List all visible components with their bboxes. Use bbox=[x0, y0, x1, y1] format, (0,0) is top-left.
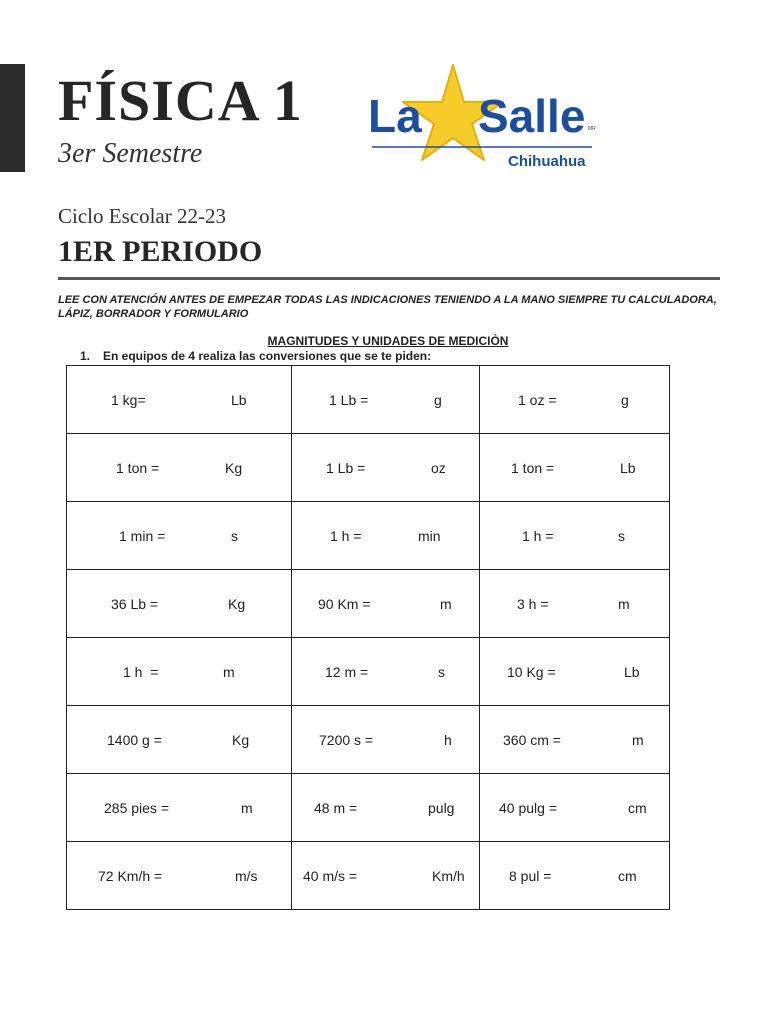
conversion-expression: 360 cm = bbox=[503, 731, 561, 748]
conversion-cell bbox=[292, 842, 480, 910]
table-row bbox=[67, 570, 670, 638]
conversion-cell bbox=[292, 502, 480, 570]
conversion-expression: 1 Lb = bbox=[329, 391, 369, 408]
conversion-cell bbox=[67, 842, 292, 910]
target-unit: h bbox=[444, 731, 452, 748]
conversion-expression: 36 Lb = bbox=[111, 595, 159, 612]
conversion-cell bbox=[480, 570, 670, 638]
period-heading: 1ER PERIODO bbox=[58, 235, 263, 268]
table-row bbox=[67, 706, 670, 774]
conversion-cell bbox=[67, 434, 292, 502]
target-unit: oz bbox=[431, 459, 446, 476]
target-unit: Kg bbox=[232, 731, 250, 748]
task-number: 1. bbox=[80, 349, 91, 363]
table-row bbox=[67, 842, 670, 910]
target-unit: Km/h bbox=[432, 867, 465, 884]
conversion-expression: 3 h = bbox=[517, 595, 549, 612]
table-row bbox=[67, 434, 670, 502]
conversion-cell bbox=[67, 502, 292, 570]
instructions-text: LEE CON ATENCIÓN ANTES DE EMPEZAR TODAS LAS INDICACIONES TENIENDO A LA MANO SIEMPRE TU CALCULADORA, LÁPIZ, BORRADOR Y FORMULARIO bbox=[58, 294, 717, 320]
conversion-cell bbox=[480, 434, 670, 502]
target-unit: m bbox=[618, 595, 630, 612]
conversion-cell bbox=[292, 434, 480, 502]
conversion-expression: 1 Lb = bbox=[326, 459, 366, 476]
conversion-expression: 10 Kg = bbox=[507, 663, 556, 680]
conversion-expression: 1400 g = bbox=[107, 731, 162, 748]
conversion-expression: 8 pul = bbox=[509, 867, 552, 884]
conversion-cell bbox=[67, 706, 292, 774]
conversion-expression: 12 m = bbox=[325, 663, 369, 680]
conversion-table bbox=[66, 365, 670, 910]
target-unit: s bbox=[438, 663, 445, 680]
conversion-expression: 1 h = bbox=[330, 527, 362, 544]
conversion-cell bbox=[67, 366, 292, 434]
logo-word-left: La bbox=[368, 90, 422, 142]
logo-registered-mark: MR bbox=[588, 126, 596, 132]
target-unit: Kg bbox=[225, 459, 243, 476]
conversion-cell bbox=[67, 570, 292, 638]
conversion-cell bbox=[292, 706, 480, 774]
conversion-cell bbox=[292, 774, 480, 842]
target-unit: m bbox=[632, 731, 644, 748]
side-accent-bar bbox=[0, 64, 25, 172]
conversion-expression: 1 ton = bbox=[116, 459, 160, 476]
conversion-cell bbox=[67, 638, 292, 706]
section-title: MAGNITUDES Y UNIDADES DE MEDICIÒN bbox=[267, 334, 509, 348]
target-unit: min bbox=[418, 527, 441, 544]
conversion-expression: 1 min = bbox=[119, 527, 166, 544]
table-row bbox=[67, 638, 670, 706]
target-unit: Kg bbox=[228, 595, 246, 612]
conversion-cell bbox=[292, 570, 480, 638]
target-unit: m bbox=[241, 799, 253, 816]
header-divider bbox=[58, 277, 720, 280]
target-unit: Lb bbox=[624, 663, 640, 680]
page-title: FÍSICA 1 bbox=[58, 68, 303, 133]
conversion-cell bbox=[480, 842, 670, 910]
target-unit: s bbox=[231, 527, 238, 544]
la-salle-logo bbox=[366, 62, 598, 174]
conversion-expression: 7200 s = bbox=[319, 731, 374, 748]
school-cycle: Ciclo Escolar 22-23 bbox=[58, 204, 226, 228]
conversion-expression: 1 ton = bbox=[511, 459, 555, 476]
conversion-expression: 1 kg= bbox=[111, 391, 146, 408]
target-unit: Lb bbox=[231, 391, 247, 408]
table-row bbox=[67, 366, 670, 434]
target-unit: Lb bbox=[620, 459, 636, 476]
target-unit: cm bbox=[618, 867, 637, 884]
conversion-expression: 72 Km/h = bbox=[98, 867, 163, 884]
conversion-expression: 1 h = bbox=[123, 663, 159, 680]
table-row bbox=[67, 774, 670, 842]
logo-word-right: Salle bbox=[478, 90, 586, 142]
target-unit: m bbox=[223, 663, 235, 680]
conversion-cell bbox=[480, 366, 670, 434]
conversion-cell bbox=[480, 774, 670, 842]
conversion-expression: 40 pulg = bbox=[499, 799, 557, 816]
conversion-expression: 285 pies = bbox=[104, 799, 169, 816]
task-text: En equipos de 4 realiza las conversiones que se te piden: bbox=[103, 349, 432, 363]
conversion-cell bbox=[67, 774, 292, 842]
target-unit: cm bbox=[628, 799, 647, 816]
conversion-expression: 1 oz = bbox=[518, 391, 557, 408]
conversion-expression: 40 m/s = bbox=[303, 867, 358, 884]
conversion-cell bbox=[480, 706, 670, 774]
target-unit: m bbox=[440, 595, 452, 612]
target-unit: pulg bbox=[428, 799, 455, 816]
conversion-cell bbox=[292, 366, 480, 434]
conversion-cell bbox=[292, 638, 480, 706]
task-item bbox=[80, 349, 431, 363]
logo-city: Chihuahua bbox=[508, 153, 586, 170]
conversion-cell bbox=[480, 502, 670, 570]
target-unit: g bbox=[621, 391, 629, 408]
conversion-expression: 48 m = bbox=[314, 799, 358, 816]
conversion-cell bbox=[480, 638, 670, 706]
page-subtitle: 3er Semestre bbox=[58, 138, 203, 169]
target-unit: m/s bbox=[235, 867, 258, 884]
target-unit: s bbox=[618, 527, 625, 544]
target-unit: g bbox=[434, 391, 442, 408]
conversion-expression: 1 h = bbox=[522, 527, 554, 544]
table-row bbox=[67, 502, 670, 570]
conversion-expression: 90 Km = bbox=[318, 595, 371, 612]
